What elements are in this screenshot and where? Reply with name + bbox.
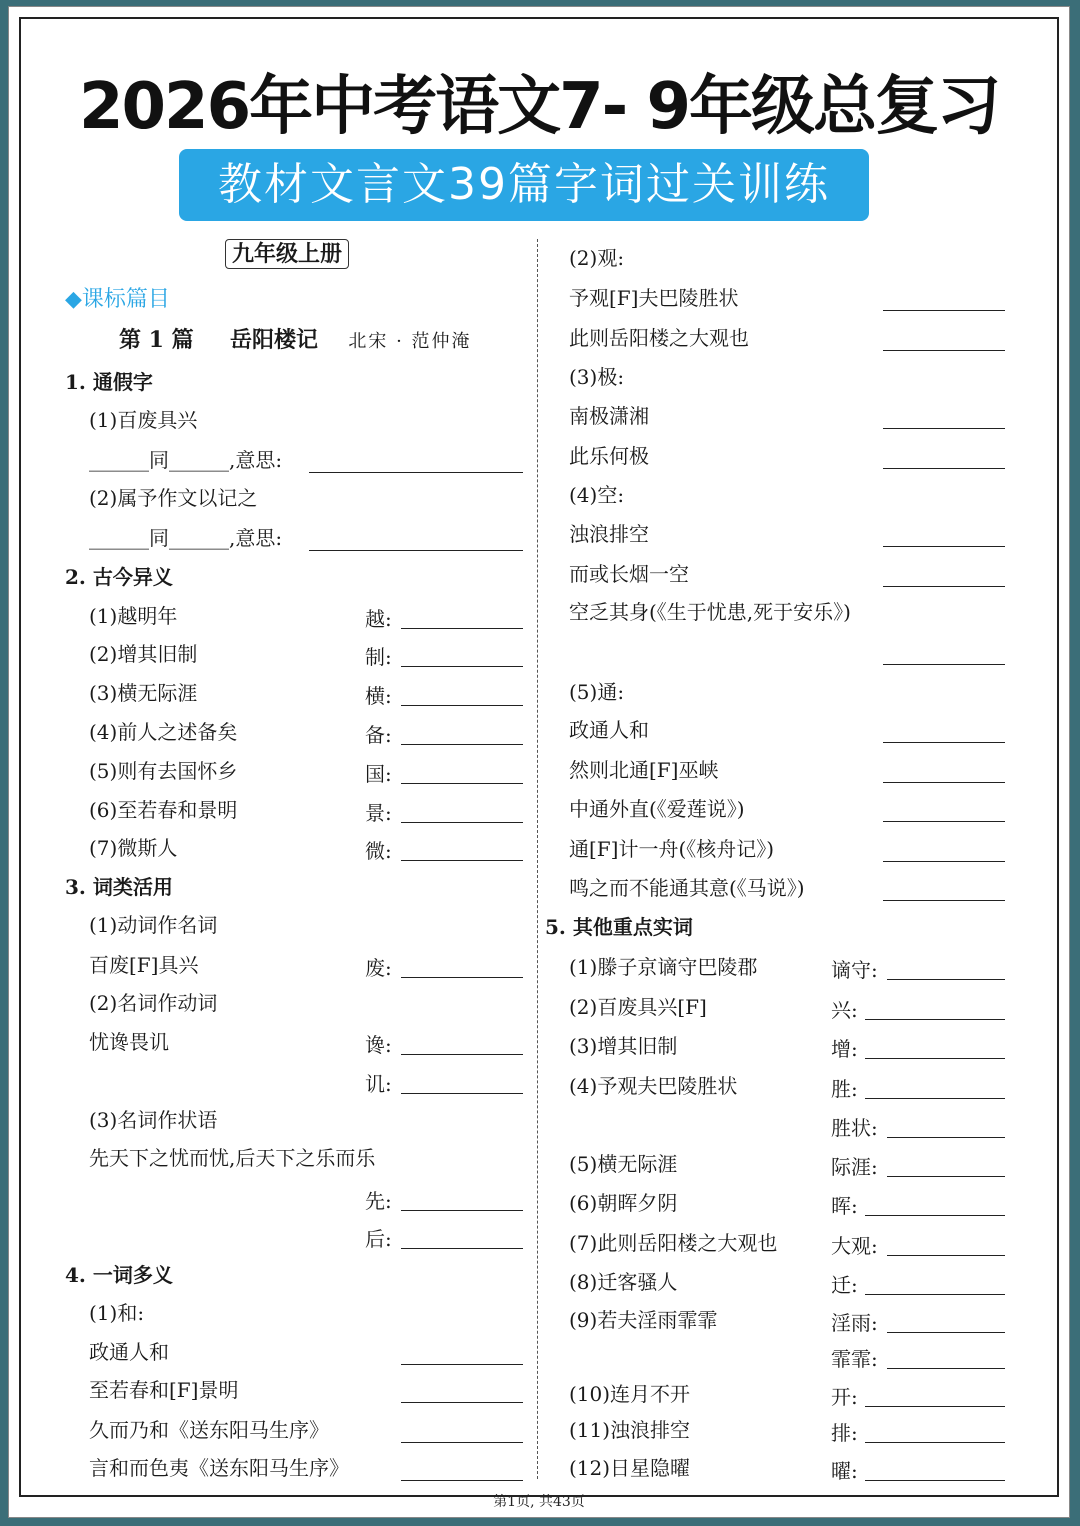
term-label: 景: — [365, 801, 392, 825]
left-item-text: (2)属予作文以记之 — [89, 486, 258, 510]
subtitle-banner: 教材文言文39篇字词过关训练 — [179, 149, 869, 221]
answer-blank[interactable] — [865, 1479, 1005, 1481]
answer-blank[interactable] — [401, 704, 523, 706]
right-item-text: (10)连月不开 — [569, 1382, 691, 1406]
left-item-text: 4. 一词多义 — [65, 1263, 173, 1287]
answer-blank[interactable] — [865, 1441, 1005, 1443]
right-item-text: 5. 其他重点实词 — [545, 915, 693, 939]
term-label: 淫雨: — [831, 1311, 878, 1335]
right-item-text: 中通外直(《爱莲说》) — [569, 797, 745, 821]
term-label: 废: — [365, 956, 392, 980]
answer-blank[interactable] — [401, 743, 523, 745]
right-item-text: (4)予观夫巴陵胜状 — [569, 1074, 738, 1098]
term-label: 越: — [365, 607, 392, 631]
document-page — [8, 6, 1070, 1518]
left-item-text: (1)越明年 — [89, 604, 178, 628]
term-label: 制: — [365, 645, 392, 669]
article-name: 岳阳楼记 — [230, 327, 319, 353]
answer-blank[interactable] — [401, 1401, 523, 1403]
answer-blank[interactable] — [865, 1214, 1005, 1216]
answer-blank[interactable] — [883, 585, 1005, 587]
left-item-text: 先天下之忧而忧,后天下之乐而乐 — [89, 1146, 376, 1170]
left-item-text: 久而乃和《送东阳马生序》 — [89, 1418, 329, 1442]
article-author: 北宋 · 范仲淹 — [348, 331, 472, 352]
left-item-text: (5)则有去国怀乡 — [89, 759, 238, 783]
term-label: 增: — [831, 1037, 858, 1061]
left-item-text: 百废[F]具兴 — [89, 953, 199, 977]
term-label: 微: — [365, 839, 392, 863]
answer-blank[interactable] — [401, 1209, 523, 1211]
left-item-text: 2. 古今异义 — [65, 565, 173, 589]
left-item-text: (1)和: — [89, 1301, 145, 1325]
right-item-text: (5)横无际涯 — [569, 1152, 678, 1176]
left-item-text: (2)增其旧制 — [89, 642, 198, 666]
answer-blank[interactable] — [401, 821, 523, 823]
term-label: 开: — [831, 1385, 858, 1409]
right-item-text: (4)空: — [569, 483, 625, 507]
term-label: 横: — [365, 684, 392, 708]
page-title: 2026年中考语文7- 9年级总复习 — [78, 70, 1000, 144]
page-footer: 第1页, 共43页 — [493, 1494, 585, 1510]
right-item-text: (8)迁客骚人 — [569, 1270, 678, 1294]
left-item-text: 1. 通假字 — [65, 370, 153, 394]
term-label: 曜: — [831, 1459, 858, 1483]
answer-blank[interactable] — [883, 781, 1005, 783]
right-item-text: (3)增其旧制 — [569, 1034, 678, 1058]
left-item-text: (6)至若春和景明 — [89, 798, 238, 822]
term-label: 谗: — [365, 1033, 392, 1057]
left-item-text: (1)动词作名词 — [89, 913, 218, 937]
grade-label: 九年级上册 — [225, 239, 349, 269]
right-item-text: 浊浪排空 — [569, 522, 649, 546]
right-item-text: (3)极: — [569, 365, 625, 389]
left-item-text: (7)微斯人 — [89, 836, 178, 860]
right-item-text: 政通人和 — [569, 718, 649, 742]
answer-blank[interactable] — [401, 665, 523, 667]
term-label: 霏霏: — [831, 1347, 878, 1371]
right-item-text: (2)观: — [569, 246, 625, 270]
right-item-text: 南极潇湘 — [569, 404, 649, 428]
right-item-text: 予观[F]夫巴陵胜状 — [569, 286, 739, 310]
answer-blank[interactable] — [865, 1057, 1005, 1059]
right-item-text: 通[F]计一舟(《核舟记》) — [569, 837, 775, 861]
answer-blank[interactable] — [401, 1479, 523, 1481]
left-item-text: (3)横无际涯 — [89, 681, 198, 705]
term-label: 讥: — [365, 1072, 392, 1096]
right-item-text: (12)日星隐曜 — [569, 1456, 691, 1480]
answer-blank[interactable] — [887, 1136, 1005, 1138]
answer-blank[interactable] — [401, 976, 523, 978]
term-label: 谪守: — [831, 958, 878, 982]
left-item-text: ______同______,意思: — [89, 448, 283, 472]
answer-blank[interactable] — [309, 471, 523, 473]
right-item-text: 空乏其身(《生于忧患,死于安乐》) — [569, 600, 851, 624]
left-item-text: 政通人和 — [89, 1340, 169, 1364]
left-item-text: (3)名词作状语 — [89, 1108, 218, 1132]
answer-blank[interactable] — [401, 627, 523, 629]
term-label: 排: — [831, 1421, 858, 1445]
left-item-text: 言和而色夷《送东阳马生序》 — [89, 1456, 349, 1480]
right-item-text: (7)此则岳阳楼之大观也 — [569, 1231, 778, 1255]
term-label: 胜: — [831, 1077, 858, 1101]
column-divider — [537, 239, 538, 1479]
right-item-text: 此则岳阳楼之大观也 — [569, 326, 749, 350]
answer-blank[interactable] — [883, 663, 1005, 665]
left-item-text: 至若春和[F]景明 — [89, 1378, 239, 1402]
answer-blank[interactable] — [401, 1441, 523, 1443]
answer-blank[interactable] — [401, 782, 523, 784]
right-item-text: (11)浊浪排空 — [569, 1418, 691, 1442]
answer-blank[interactable] — [887, 1175, 1005, 1177]
answer-blank[interactable] — [883, 860, 1005, 862]
answer-blank[interactable] — [883, 309, 1005, 311]
term-label: 后: — [365, 1227, 392, 1251]
answer-blank[interactable] — [887, 1254, 1005, 1256]
answer-blank[interactable] — [865, 1097, 1005, 1099]
right-item-text: (2)百废具兴[F] — [569, 995, 707, 1019]
answer-blank[interactable] — [883, 427, 1005, 429]
grade-label-box — [225, 239, 349, 269]
right-item-text: 此乐何极 — [569, 444, 649, 468]
left-item-text: (2)名词作动词 — [89, 991, 218, 1015]
answer-blank[interactable] — [401, 1363, 523, 1365]
term-label: 国: — [365, 762, 392, 786]
term-label: 际涯: — [831, 1155, 878, 1179]
term-label: 备: — [365, 723, 392, 747]
left-item-text: 3. 词类活用 — [65, 875, 173, 899]
left-item-text: (4)前人之述备矣 — [89, 720, 238, 744]
left-item-text: ______同______,意思: — [89, 526, 283, 550]
term-label: 兴: — [831, 998, 858, 1022]
right-item-text: 然则北通[F]巫峡 — [569, 758, 719, 782]
term-label: 胜状: — [831, 1116, 878, 1140]
term-label: 先: — [365, 1189, 392, 1213]
answer-blank[interactable] — [883, 349, 1005, 351]
article-number: 第 1 篇 — [119, 327, 194, 353]
left-item-text: 忧谗畏讥 — [89, 1030, 169, 1054]
term-label: 晖: — [831, 1194, 858, 1218]
answer-blank[interactable] — [883, 467, 1005, 469]
answer-blank[interactable] — [883, 545, 1005, 547]
answer-blank[interactable] — [883, 899, 1005, 901]
answer-blank[interactable] — [309, 549, 523, 551]
answer-blank[interactable] — [883, 741, 1005, 743]
right-item-text: 鸣之而不能通其意(《马说》) — [569, 876, 805, 900]
answer-blank[interactable] — [883, 820, 1005, 822]
right-item-text: (5)通: — [569, 680, 625, 704]
left-item-text: (1)百废具兴 — [89, 408, 198, 432]
right-item-text: (1)滕子京谪守巴陵郡 — [569, 955, 758, 979]
answer-blank[interactable] — [887, 1367, 1005, 1369]
answer-blank[interactable] — [401, 1092, 523, 1094]
right-item-text: 而或长烟一空 — [569, 562, 689, 586]
answer-blank[interactable] — [865, 1018, 1005, 1020]
answer-blank[interactable] — [887, 978, 1005, 980]
term-label: 大观: — [831, 1234, 878, 1258]
answer-blank[interactable] — [401, 1247, 523, 1249]
right-item-text: (6)朝晖夕阴 — [569, 1191, 678, 1215]
toc-label: ◆课标篇目 — [65, 287, 170, 312]
answer-blank[interactable] — [401, 1053, 523, 1055]
answer-blank[interactable] — [865, 1405, 1005, 1407]
answer-blank[interactable] — [865, 1293, 1005, 1295]
answer-blank[interactable] — [401, 859, 523, 861]
answer-blank[interactable] — [887, 1331, 1005, 1333]
term-label: 迁: — [831, 1273, 858, 1297]
right-item-text: (9)若夫淫雨霏霏 — [569, 1308, 718, 1332]
article-heading — [119, 325, 472, 355]
